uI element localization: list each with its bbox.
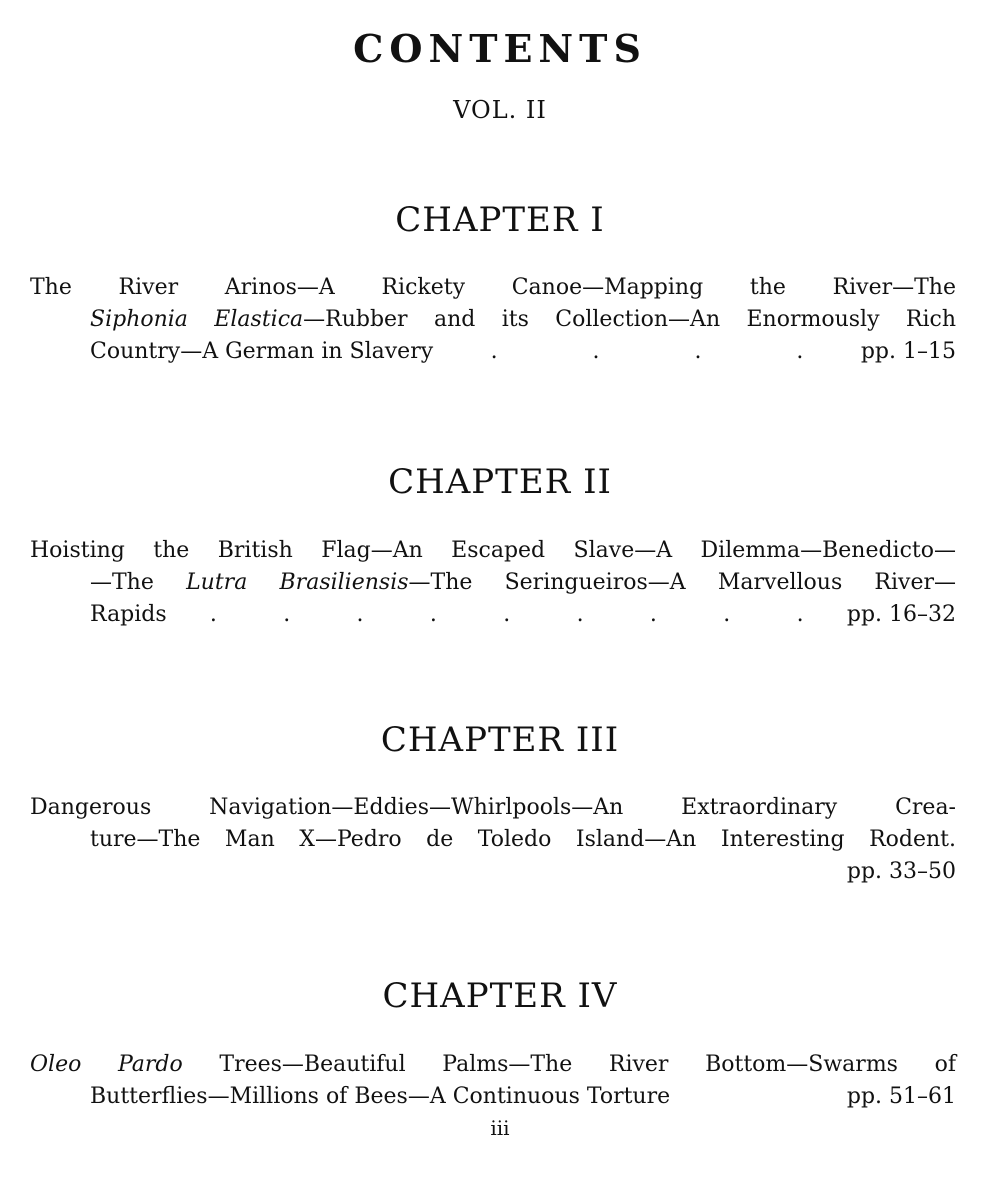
volume-label: VOL. II (453, 96, 547, 124)
chapter-2-summary-line-2-prefix: —The (90, 570, 187, 595)
chapter-1-summary-line-2 (90, 304, 956, 336)
chapter-4-summary-line-1 (30, 1049, 956, 1081)
chapter-2-leader-dots: . . . . . . . . . (209, 602, 804, 627)
chapter-heading-2: CHAPTER II (388, 462, 612, 502)
chapter-2-italic-term: Lutra Brasiliensis (186, 570, 409, 595)
chapter-1-leader-dots: . . . . (490, 339, 804, 364)
chapter-3-summary-line-1: Dangerous Navigation—Eddies—Whirlpools—An Extraordinary Crea- (30, 795, 956, 820)
chapter-2-summary-line-1: Hoisting the British Flag—An Escaped Slave—A Dilemma—Benedicto— (30, 538, 956, 563)
chapter-4-italic-term: Oleo Pardo (30, 1052, 183, 1077)
page-number: iii (490, 1116, 510, 1140)
chapter-2-page-range: pp. 16–32 (846, 602, 956, 627)
chapter-2-summary-line-3 (90, 599, 956, 631)
chapter-1-page-range: pp. 1–15 (860, 339, 956, 364)
chapter-4-summary-line-2 (90, 1081, 956, 1113)
chapter-4-page-range: pp. 51–61 (846, 1084, 956, 1109)
chapter-3-summary-line-2: ture—The Man X—Pedro de Toledo Island—An Interesting Rodent. (90, 827, 956, 852)
chapter-2-summary-line-2-text: —The Seringueiros—A Marvellous River— (408, 570, 957, 595)
chapter-1-summary-line-1: The River Arinos—A Rickety Canoe—Mapping the River—The (30, 275, 956, 300)
chapter-1-summary-line-3 (90, 336, 956, 368)
chapter-2-summary-line-2 (90, 567, 956, 599)
chapter-2-summary-text: Rapids (90, 602, 167, 627)
chapter-4-summary-line-1-text: Trees—Beautiful Palms—The River Bottom—Swarms of (182, 1052, 956, 1077)
chapter-1-summary-line-2-text: —Rubber and its Collection—An Enormously Rich (303, 307, 956, 332)
chapter-1-summary-text: Country—A German in Slavery (90, 339, 434, 364)
chapter-heading-4: CHAPTER IV (382, 976, 618, 1016)
chapter-1-italic-term: Siphonia Elastica (90, 307, 304, 332)
chapter-4-summary-text: Butterflies—Millions of Bees—A Continuous Torture (90, 1084, 671, 1109)
page-title: CONTENTS (353, 26, 647, 71)
chapter-3-page-range: pp. 33–50 (846, 859, 956, 884)
chapter-heading-1: CHAPTER I (395, 200, 605, 240)
chapter-heading-3: CHAPTER III (380, 720, 620, 760)
